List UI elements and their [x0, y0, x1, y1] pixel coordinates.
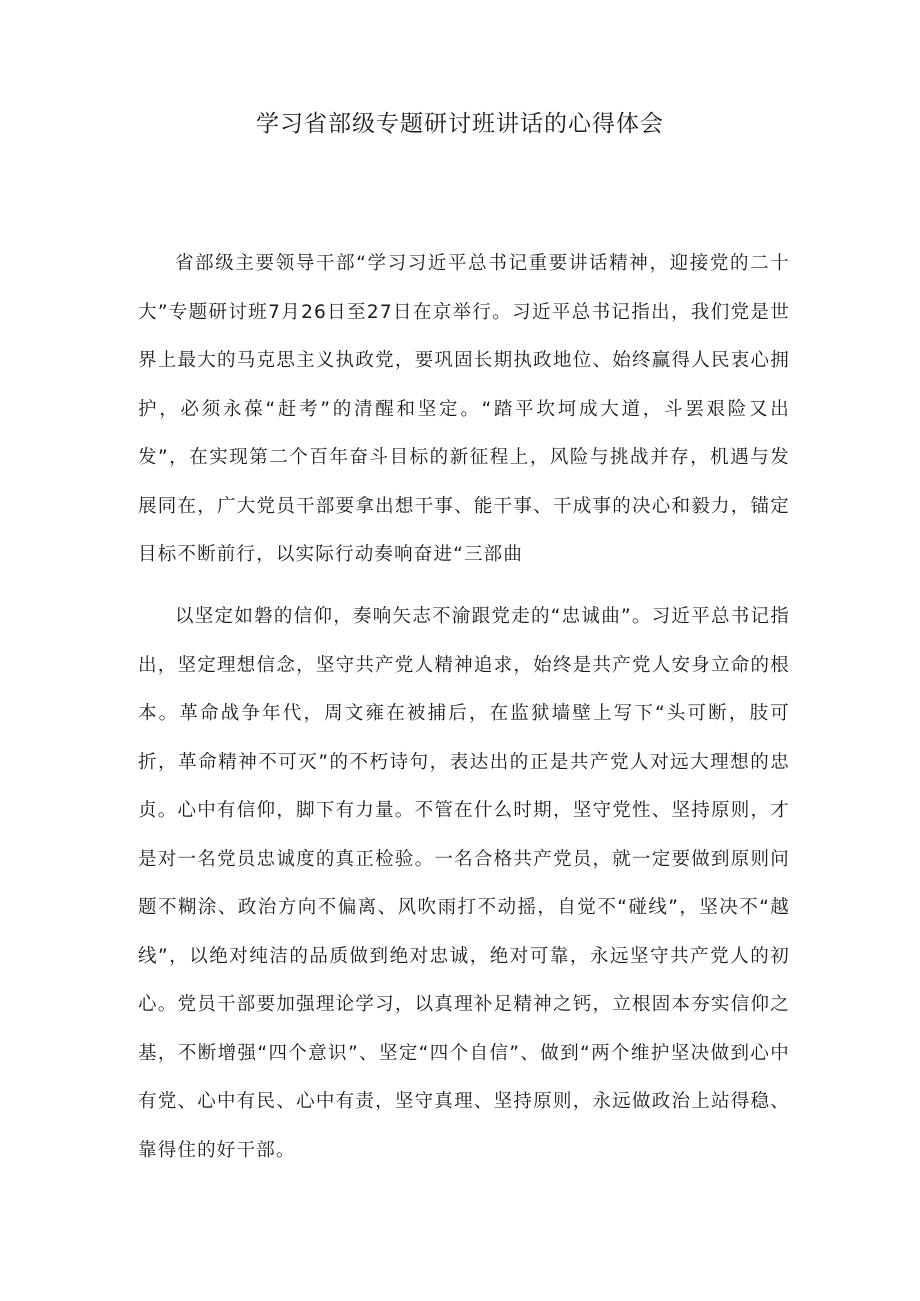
document-title: 学习省部级专题研讨班讲话的心得体会 [256, 111, 664, 137]
paragraph-2: 以坚定如磐的信仰，奏响矢志不渝跟党走的“忠诚曲”。习近平总书记指出，坚定理想信念，坚守共产党人精神追求，始终是共产党人安身立命的根本。革命战争年代，周文雍在被捕后，在监狱墙壁上写下“头可断，肢可折，革命精神不可灭”的不朽诗句，表达出的正是共产党人对远大理想的忠贞。心中有信仰，脚下有力量。不管在什么时期，坚守党性、坚持原则，才是对一名党员忠诚度的真正检验。一名合格共产党员，就一定要做到原则问题不糊涂、政治方向不偏离、风吹雨打不动摇，自觉不“碰线”，坚决不“越线”，以绝对纯洁的品质做到绝对忠诚，绝对可靠，永远坚守共产党人的初心。党员干部要加强理论学习，以真理补足精神之钙，立根固本夯实信仰之基，不断增强“四个意识”、坚定“四个自信”、做到“两个维护坚决做到心中有党、心中有民、心中有责，坚守真理、坚持原则，永远做政治上站得稳、靠得住的好干部。 [138, 606, 790, 1161]
paragraph-1: 省部级主要领导干部“学习习近平总书记重要讲话精神，迎接党的二十大”专题研讨班7月26日至27日在京举行。习近平总书记指出，我们党是世界上最大的马克思主义执政党，要巩固长期执政地位、始终赢得人民衷心拥护，必须永葆“赶考”的清醒和坚定。“踏平坎坷成大道，斗罢艰险又出发”，在实现第二个百年奋斗目标的新征程上，风险与挑战并存，机遇与发展同在，广大党员干部要拿出想干事、能干事、干成事的决心和毅力，锚定目标不断前行，以实际行动奏响奋进“三部曲 [138, 253, 790, 565]
